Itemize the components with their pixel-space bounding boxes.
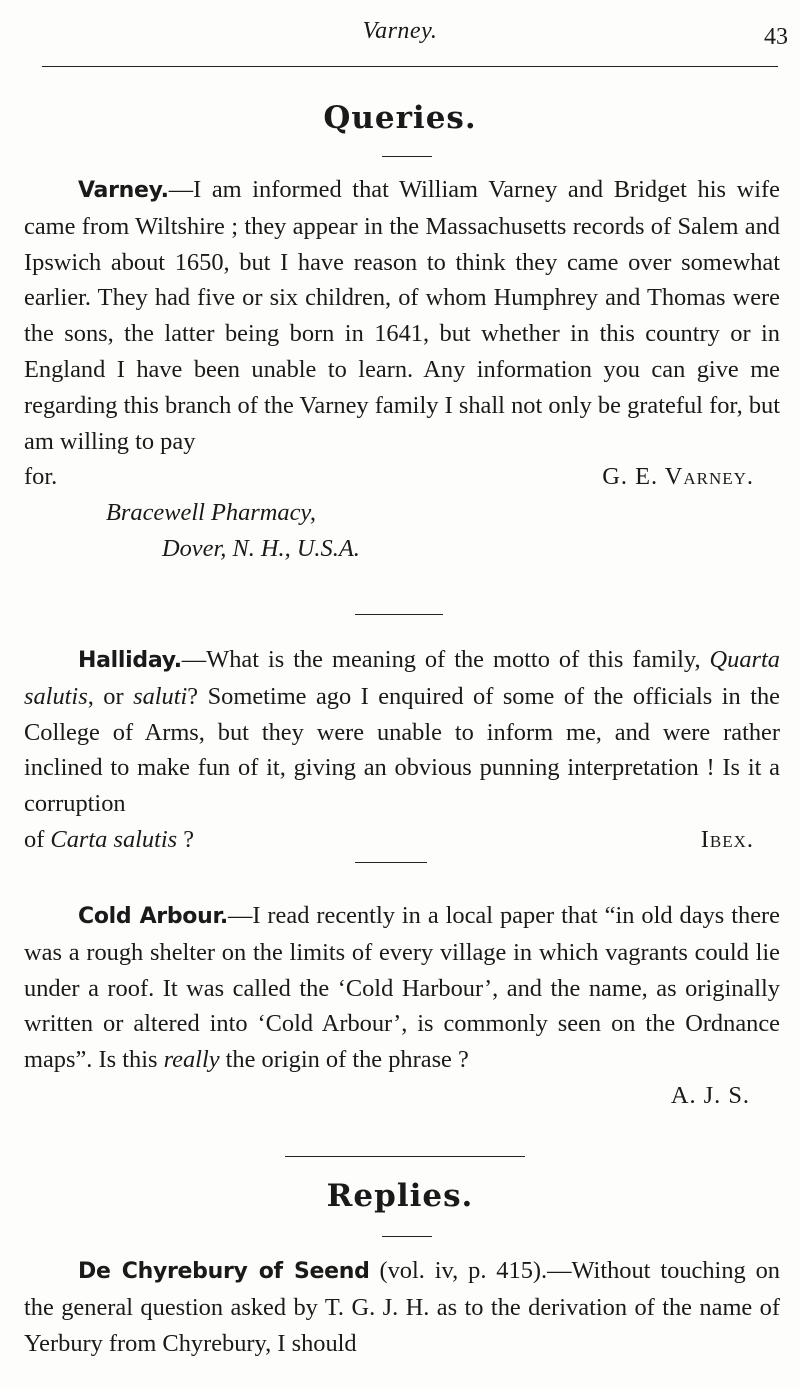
entry-paragraph (24, 898, 780, 1078)
divider-rule (382, 156, 432, 157)
signature: Ibex. (700, 825, 754, 853)
motto-text: saluti (133, 682, 188, 710)
divider-rule (355, 862, 427, 863)
entry-body: —What is the meaning of the motto of this family, (181, 646, 710, 673)
entry-topic: Cold Arbour. (78, 904, 228, 929)
motto-text: Carta salutis (50, 825, 178, 853)
replies-heading: Replies. (326, 1178, 474, 1214)
running-title: Varney. (362, 18, 438, 44)
entry-topic: De Chyrebury of Seend (78, 1259, 370, 1284)
entry-body: —I read recently in a local paper that “in old days there was a rough shelter on the limits of every village in which vagrants could lie under a roof. It was called the ‘Cold Harbour’, and the name, as originally written or altered into ‘Cold Arbour’, is commonly seen on the Ordnance maps”. Is this (24, 902, 780, 1074)
entry-body: (vol. iv, p. 415).—Without touching on the general question asked by T. G. J. H. as to the derivation of the name of Yerbury from Chyrebury, I should (24, 1257, 780, 1357)
page-number: 43 (764, 24, 788, 50)
divider-rule (382, 1236, 432, 1237)
entry-body: ? (177, 825, 195, 853)
section-divider (285, 1156, 525, 1157)
emphasis-text: really (163, 1046, 220, 1074)
header-rule (42, 66, 778, 67)
entry-paragraph (24, 1253, 780, 1361)
reply-chyrebury (24, 1253, 780, 1361)
entry-body: the origin of the phrase ? (219, 1046, 469, 1074)
signature: G. E. Varney. (602, 463, 754, 491)
signature-line (24, 822, 780, 858)
entry-last-word: for. (24, 463, 58, 491)
signature: A. J. S. (670, 1081, 750, 1109)
motto-text: Quarta salutis (24, 646, 780, 710)
address-line: Bracewell Pharmacy, (106, 499, 316, 527)
query-varney (24, 172, 780, 567)
queries-heading: Queries. (323, 100, 477, 136)
query-halliday (24, 642, 780, 858)
entry-paragraph (24, 172, 780, 459)
entry-body: , or (87, 682, 134, 710)
address-line: Dover, N. H., U.S.A. (162, 534, 360, 562)
entry-topic: Halliday. (78, 648, 182, 673)
signature-line (24, 459, 780, 495)
entry-body: ? Sometime ago I enquired of some of the officials in the College of Arms, but they were unable to inform me, and were rather inclined to make fun of it, giving an obvious punning interpretation ! Is it a corruption (24, 682, 780, 818)
entry-body: —I am informed that William Varney and Bridget his wife came from Wiltshire ; they appear in the Massachusetts records of Salem and Ipswich about 1650, but I have reason to think they came over somewhat earlier. They had five or six children, of whom Humphrey and Thomas were the sons, the latter being born in 1641, but whether in this country or in England I have been unable to learn. Any information you can give me regarding this branch of the Varney family I shall not only be grateful for, but am willing to pay (24, 176, 780, 455)
page-header (0, 14, 800, 54)
entry-topic: Varney. (78, 178, 169, 203)
divider-rule (355, 614, 443, 615)
entry-body: of (24, 825, 51, 853)
query-cold-arbour (24, 898, 780, 1114)
entry-paragraph (24, 642, 780, 822)
